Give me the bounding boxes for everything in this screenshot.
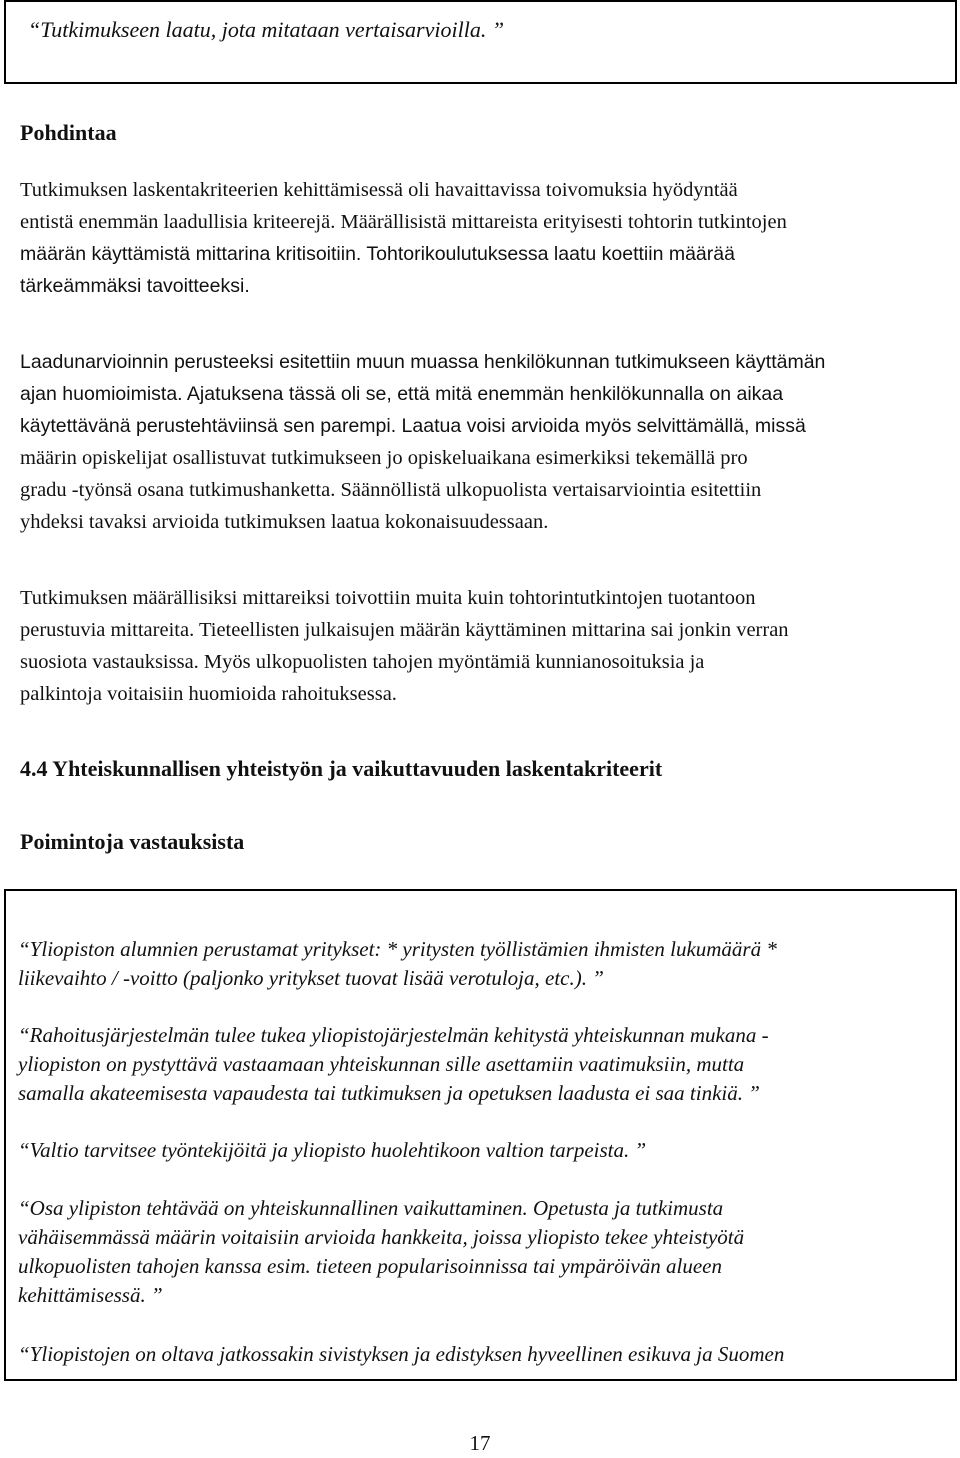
paragraph-2-line-1: Laadunarvioinnin perusteeksi esitettiin muun muassa henkilökunnan tutkimukseen käyttämän <box>20 351 826 373</box>
quote-4 <box>18 1194 744 1310</box>
heading-pohdintaa: Pohdintaa <box>20 120 117 145</box>
paragraph-3-line-1: Tutkimuksen määrällisiksi mittareiksi toivottiin muita kuin tohtorintutkintojen tuotantoon <box>20 587 756 609</box>
section-heading-4-4: 4.4 Yhteiskunnallisen yhteistyön ja vaikuttavuuden laskentakriteerit <box>20 756 663 781</box>
quote-3-line-1: “Valtio tarvitsee työntekijöitä ja yliopisto huolehtikoon valtion tarpeista. ” <box>18 1138 647 1162</box>
paragraph-2-line-3: käytettävänä perustehtäviinsä sen parempi. Laatua voisi arvioida myös selvittämällä, missä <box>20 415 806 437</box>
quote-5-line-1: “Yliopistojen on oltava jatkossakin sivistyksen ja edistyksen hyveellinen esikuva ja Suomen <box>18 1342 785 1366</box>
paragraph-3-line-2: perustuvia mittareita. Tieteellisten julkaisujen määrän käyttäminen mittarina sai jonkin verran <box>20 619 789 641</box>
quote-4-line-4: kehittämisessä. ” <box>18 1283 163 1307</box>
subheading-poimintoja: Poimintoja vastauksista <box>20 829 245 854</box>
quote-4-line-1: “Osa ylipiston tehtävää on yhteiskunnallinen vaikuttaminen. Opetusta ja tutkimusta <box>18 1196 724 1220</box>
quote-2-line-2: yliopiston on pystyttävä vastaamaan yhteiskunnan sille asettamiin vaatimuksiin, mutta <box>18 1052 745 1076</box>
paragraph-2 <box>20 346 960 538</box>
paragraph-2-line-6: yhdeksi tavaksi arvioida tutkimuksen laatua kokonaisuudessaan. <box>20 511 549 533</box>
quote-2-line-3: samalla akateemisesta vapaudesta tai tutkimuksen ja opetuksen laadusta ei saa tinkiä. ” <box>18 1081 760 1105</box>
paragraph-2-line-5: gradu -työnsä osana tutkimushanketta. Säännöllistä ulkopuolista vertaisarviointia esitettiin <box>20 479 762 501</box>
paragraph-1 <box>20 174 960 302</box>
quote-4-line-3: ulkopuolisten tahojen kanssa esim. tieteen popularisoinnissa tai ympäröivän alueen <box>18 1254 723 1278</box>
quote-2-line-1: “Rahoitusjärjestelmän tulee tukea yliopistojärjestelmän kehitystä yhteiskunnan mukana - <box>18 1023 769 1047</box>
quote-1-line-2: liikevaihto / -voitto (paljonko yritykset tuovat lisää verotuloja, etc.). ” <box>18 966 604 990</box>
quote-4-line-2: vähäisemmässä määrin voitaisiin arvioida hankkeita, joissa yliopisto tekee yhteistyötä <box>18 1225 745 1249</box>
paragraph-3 <box>20 582 960 710</box>
paragraph-2-line-2: ajan huomioimista. Ajatuksena tässä oli se, että mitä enemmän henkilökunnalla on aikaa <box>20 383 784 405</box>
paragraph-2-line-4: määrin opiskelijat osallistuvat tutkimukseen jo opiskeluaikana esimerkiksi tekemällä pro <box>20 447 748 469</box>
quote-3 <box>18 1136 646 1165</box>
top-quote-box <box>4 0 957 84</box>
quote-2 <box>18 1021 769 1108</box>
paragraph-1-line-3: määrän käyttämistä mittarina kritisoitiin. Tohtorikoulutuksessa laatu koettiin määrää <box>20 243 735 265</box>
quote-1-line-1: “Yliopiston alumnien perustamat yritykset: * yritysten työllistämien ihmisten lukumäärä * <box>18 937 777 961</box>
top-quote-text: “Tutkimukseen laatu, jota mitataan vertaisarvioilla. ” <box>28 17 505 42</box>
quote-5 <box>18 1340 784 1369</box>
quotes-box <box>4 889 957 1381</box>
page-number: 17 <box>469 1431 491 1455</box>
quote-1 <box>18 935 777 993</box>
paragraph-3-line-3: suosiota vastauksissa. Myös ulkopuolisten tahojen myöntämiä kunnianosoituksia ja <box>20 651 705 673</box>
paragraph-1-line-1: Tutkimuksen laskentakriteerien kehittämisessä oli havaittavissa toivomuksia hyödyntää <box>20 179 738 201</box>
paragraph-1-line-2: entistä enemmän laadullisia kriteerejä. Määrällisistä mittareista erityisesti tohtorin tutkintojen <box>20 211 787 233</box>
paragraph-1-line-4: tärkeämmäksi tavoitteeksi. <box>20 275 250 297</box>
paragraph-3-line-4: palkintoja voitaisiin huomioida rahoituksessa. <box>20 683 397 705</box>
